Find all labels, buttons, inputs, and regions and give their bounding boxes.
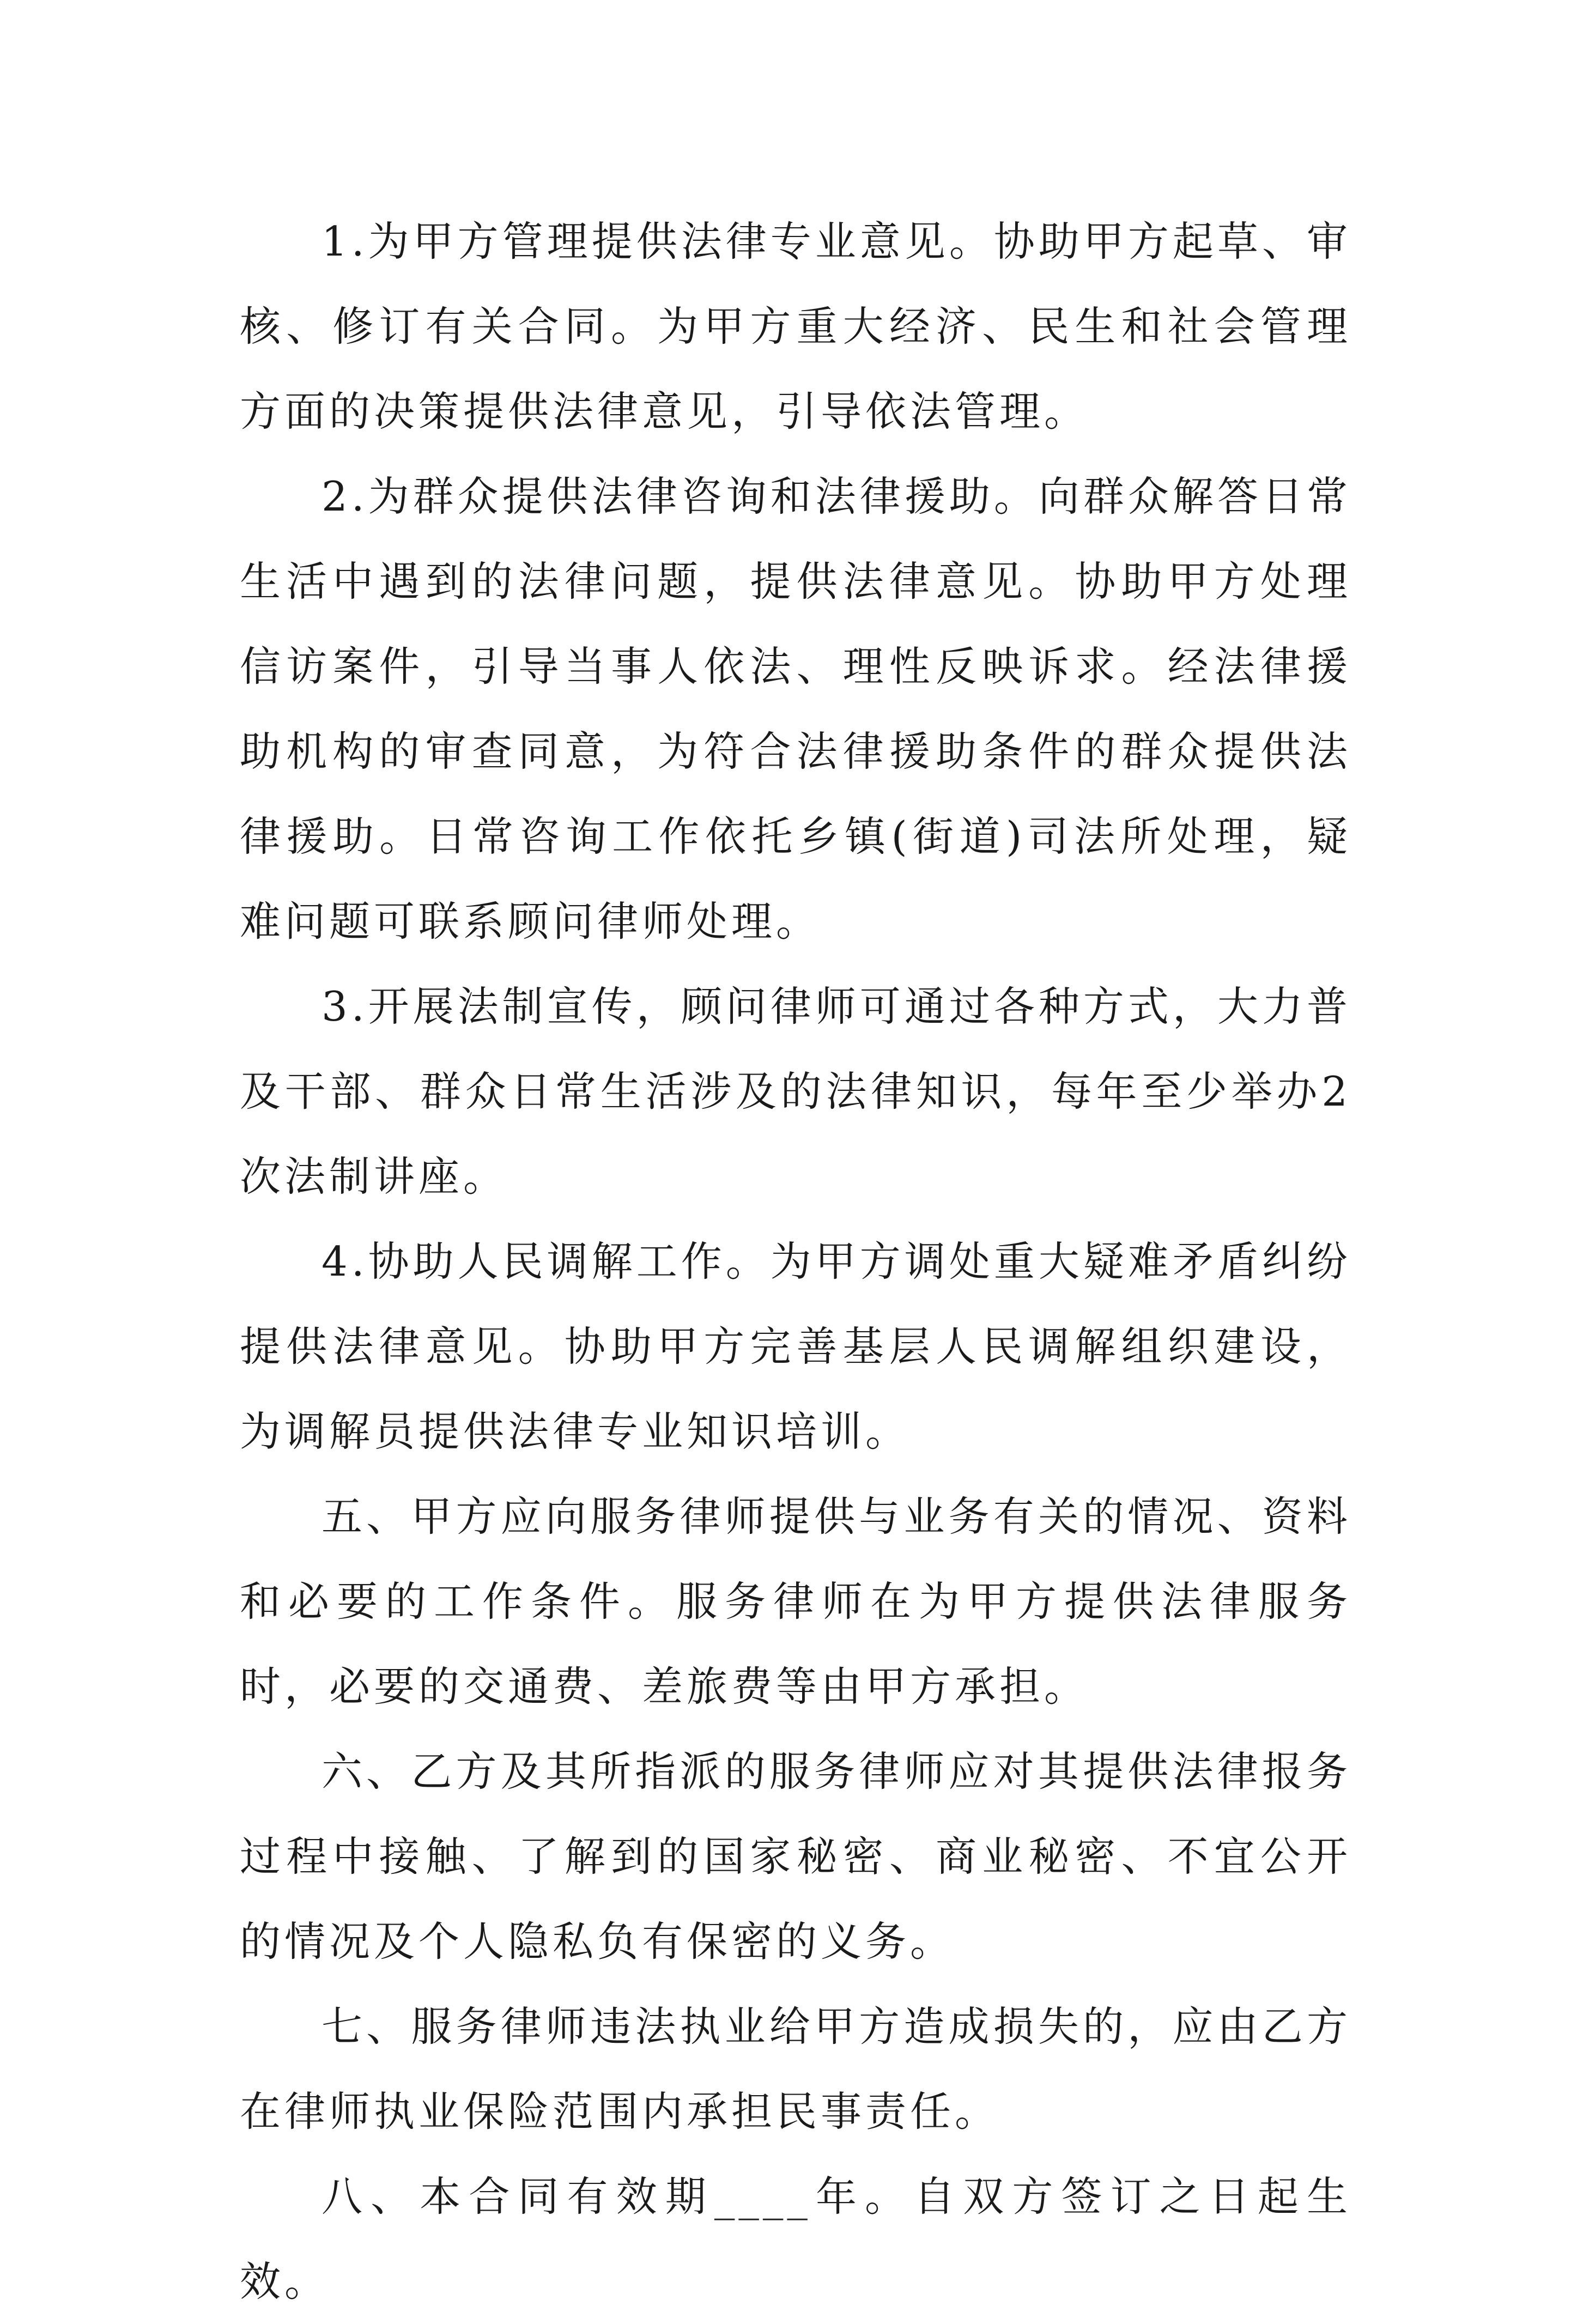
document-body [240,199,1351,2324]
paragraph-item-2: 2.为群众提供法律咨询和法律援助。向群众解答日常生活中遇到的法律问题，提供法律意见。协助甲方处理信访案件，引导当事人依法、理性反映诉求。经法律援助机构的审查同意，为符合法律援助条件的群众提供法律援助。日常咨询工作依托乡镇(街道)司法所处理，疑难问题可联系顾问律师处理。 [240,472,1351,945]
paragraph-clause-6: 六、乙方及其所指派的服务律师应对其提供法律报务过程中接触、了解到的国家秘密、商业秘密、不宜公开的情况及个人隐私负有保密的义务。 [240,1747,1351,1965]
paragraph-clause-5: 五、甲方应向服务律师提供与业务有关的情况、资料和必要的工作条件。服务律师在为甲方提供法律服务时，必要的交通费、差旅费等由甲方承担。 [240,1492,1351,1710]
paragraph-clause-7: 七、服务律师违法执业给甲方造成损失的，应由乙方在律师执业保险范围内承担民事责任。 [240,2003,1351,2135]
paragraph-item-4: 4.协助人民调解工作。为甲方调处重大疑难矛盾纠纷提供法律意见。协助甲方完善基层人民调解组织建设，为调解员提供法律专业知识培训。 [240,1237,1351,1455]
paragraph-item-3: 3.开展法制宣传，顾问律师可通过各种方式，大力普及干部、群众日常生活涉及的法律知识，每年至少举办2次法制讲座。 [240,982,1351,1200]
paragraph-item-1: 1.为甲方管理提供法律专业意见。协助甲方起草、审核、修订有关合同。为甲方重大经济、民生和社会管理方面的决策提供法律意见，引导依法管理。 [240,217,1351,435]
paragraph-clause-8: 八、本合同有效期____年。自双方签订之日起生效。 [240,2173,1351,2305]
